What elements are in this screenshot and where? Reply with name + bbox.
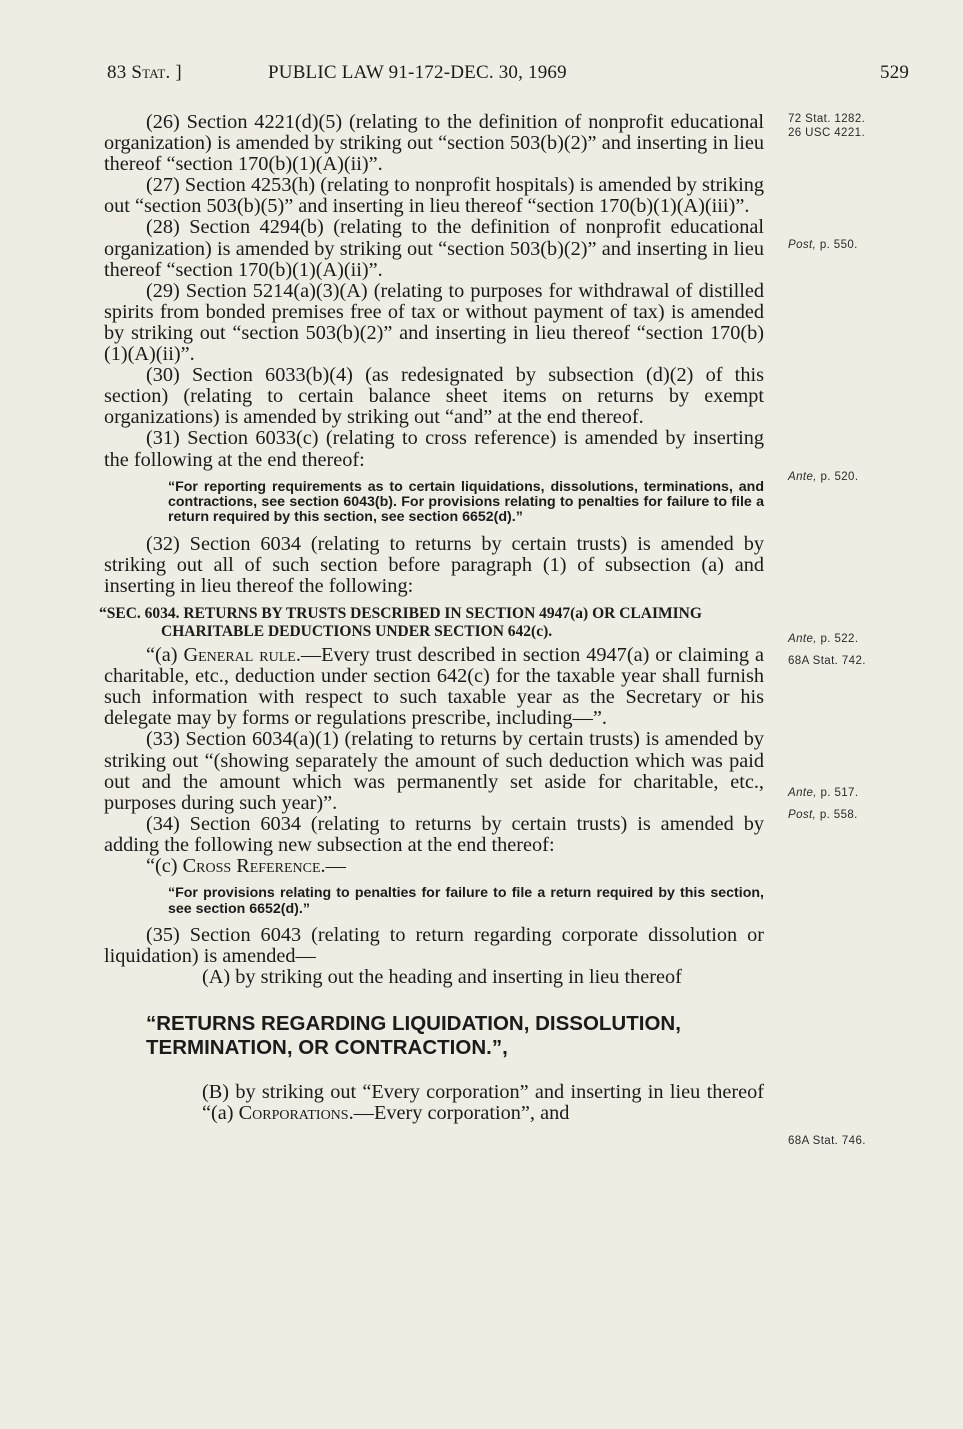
paragraph-31: (31) Section 6033(c) (relating to cross reference) is amended by inserting the following at the end thereof: bbox=[104, 427, 764, 471]
margin-note-72-stat bbox=[788, 112, 865, 140]
cross-reference-subsection bbox=[104, 856, 764, 877]
margin-note-post-550 bbox=[788, 238, 858, 252]
section-6034-heading: “SEC. 6034. RETURNS BY TRUSTS DESCRIBED IN SECTION 4947(a) OR CLAIMING CHARITABLE DEDUCTIONS UNDER SECTION 642(c). bbox=[99, 605, 702, 641]
paragraph-35: (35) Section 6043 (relating to return regarding corporate dissolution or liquidation) is amended— bbox=[104, 923, 764, 968]
margin-note-text: p. 522. bbox=[816, 633, 859, 645]
p35b-prefix: (B) by striking out “Every corporation” and inserting in lieu thereof “(a) bbox=[202, 1081, 764, 1125]
body-text bbox=[99, 111, 764, 1125]
bracket: ] bbox=[175, 62, 182, 83]
margin-note-text: p. 558. bbox=[816, 809, 858, 821]
margin-note-italic: Post, bbox=[788, 809, 817, 821]
law-title: PUBLIC LAW 91-172-DEC. 30, 1969 bbox=[268, 62, 567, 83]
general-rule-paragraph bbox=[104, 645, 764, 729]
margin-note-line: 26 USC 4221. bbox=[788, 127, 866, 139]
paragraph-28: (28) Section 4294(b) (relating to the definition of nonprofit educational organization) is amended by striking out “section 503(b)(2)” and inserting in lieu thereof “section 170(b)(1)(A)(ii)”. bbox=[104, 216, 764, 281]
paragraph-30: (30) Section 6033(b)(4) (as redesignated by subsection (d)(2) of this section) (relating to certain balance sheet items on returns by exempt organizations) is amended by striking out “and” at the end thereof. bbox=[104, 364, 764, 429]
margin-note-68a-742: 68A Stat. 742. bbox=[788, 655, 866, 667]
paragraph-32: (32) Section 6034 (relating to returns by certain trusts) is amended by striking out all of such section before paragraph (1) of subsection (a) and inserting in lieu thereof the following: bbox=[104, 532, 764, 597]
margin-note-text: p. 517. bbox=[816, 787, 859, 799]
paragraph-34: (34) Section 6034 (relating to returns by certain trusts) is amended by adding the following new subsection at the end thereof: bbox=[104, 812, 764, 856]
quoted-cross-reference-31: “For reporting requirements as to certain liquidations, dissolutions, terminations, and contractions, see section 6043(b). For provisions relating to penalties for failure to file a return required by this section, see section 6652(d).” bbox=[168, 478, 764, 526]
paragraph-33: (33) Section 6034(a)(1) (relating to returns by certain trusts) is amended by striking out “(showing separately the amount of such deduction which was paid out and the amount which was permanently set aside for charitable, etc., purposes during such year)”. bbox=[104, 728, 764, 814]
paragraph-35b bbox=[104, 1082, 764, 1124]
general-rule-text: .—Every trust described in section 4947(a) or claiming a charitable, etc., deduction under section 642(c) for the taxable year shall furnish such information with respect to such taxable year as the Secretary or his delegate may by forms or regulations prescribe, including—”. bbox=[104, 644, 764, 730]
margin-note-ante-522 bbox=[788, 632, 858, 646]
paragraph-26: (26) Section 4221(d)(5) (relating to the definition of nonprofit educational organization) is amended by striking out “section 503(b)(2)” and inserting in lieu thereof “section 170(b)(1)(A)(ii)”. bbox=[104, 111, 764, 176]
p35b-suffix: .—Every corporation”, and bbox=[348, 1102, 570, 1125]
margin-note-text: p. 550. bbox=[816, 239, 858, 251]
cross-ref-prefix: “(c) bbox=[146, 855, 183, 878]
margin-note-italic: Post, bbox=[788, 239, 817, 251]
volume-number: 83 bbox=[107, 62, 127, 83]
general-rule-label: General rule bbox=[183, 644, 296, 667]
margin-note-italic: Ante, bbox=[788, 633, 817, 645]
margin-note-ante-517 bbox=[788, 786, 858, 800]
paragraph-27: (27) Section 4253(h) (relating to nonprofit hospitals) is amended by striking out “section 503(b)(5)” and inserting in lieu thereof “section 170(b)(1)(A)(iii)”. bbox=[104, 174, 764, 218]
margin-note-ante-520 bbox=[788, 470, 858, 484]
margin-note-italic: Ante, bbox=[788, 471, 817, 483]
margin-note-post-558 bbox=[788, 808, 858, 822]
general-rule-prefix: “(a) bbox=[146, 644, 184, 667]
margin-note-line: 72 Stat. 1282. bbox=[788, 113, 866, 125]
header-citation bbox=[107, 62, 182, 84]
cross-ref-suffix: .— bbox=[320, 855, 346, 878]
liquidation-heading: “RETURNS REGARDING LIQUIDATION, DISSOLUTION, TERMINATION, OR CONTRACTION.”, bbox=[146, 1012, 681, 1060]
quoted-cross-reference-34: “For provisions relating to penalties for failure to file a return required by this section, see section 6652(d).” bbox=[168, 885, 764, 917]
margin-note-68a-746: 68A Stat. 746. bbox=[788, 1135, 866, 1147]
page-number: 529 bbox=[880, 62, 910, 83]
margin-note-text: p. 520. bbox=[816, 471, 859, 483]
stat-label: Stat. bbox=[131, 62, 171, 83]
paragraph-35a: (A) by striking out the heading and inserting in lieu thereof bbox=[202, 966, 682, 989]
cross-ref-label: Cross Reference bbox=[182, 855, 321, 878]
p35b-label: Corporations bbox=[238, 1102, 349, 1125]
margin-note-italic: Ante, bbox=[788, 787, 817, 799]
paragraph-29: (29) Section 5214(a)(3)(A) (relating to purposes for withdrawal of distilled spirits from bonded premises free of tax or without payment of tax) is amended by striking out “section 503(b)(2)” and inserting in lieu thereof “section 170(b)(1)(A)(ii)”. bbox=[104, 279, 764, 366]
